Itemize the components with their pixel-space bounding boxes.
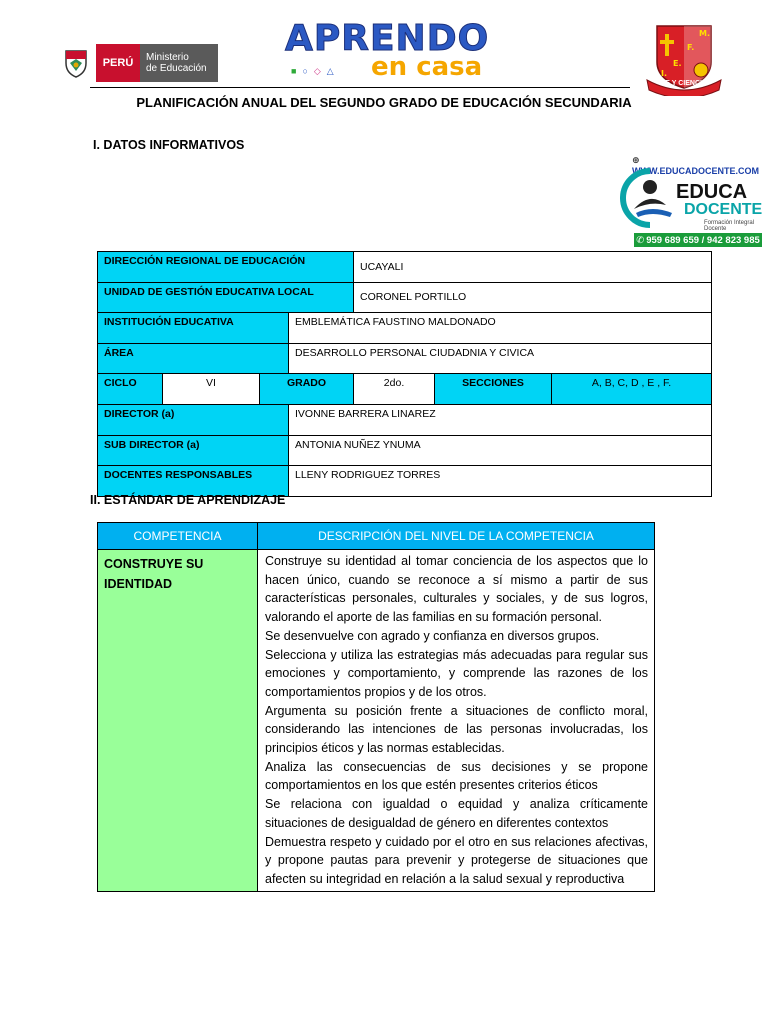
minedu-logo: [56, 44, 218, 82]
dre-value: UCAYALI: [354, 252, 712, 283]
whatsapp-icon: ✆: [636, 234, 645, 246]
table-row: [98, 313, 712, 344]
docente-text: DOCENTE: [684, 201, 763, 218]
descripcion-paragraph: Se relaciona con igualdad o equidad y analiza críticamente situaciones de desigualdad de género en diferentes contextos: [265, 797, 648, 830]
descripcion-paragraph: Selecciona y utiliza las estrategias más adecuadas para regular sus emociones y comportamiento, y comprende las razones de los comportamientos propios y de los otros.: [265, 647, 648, 699]
ugel-label: UNIDAD DE GESTIÓN EDUCATIVA LOCAL: [98, 282, 354, 313]
descripcion-paragraph: Se desenvuelve con agrado y confianza en diversos grupos.: [265, 628, 600, 643]
area-label: ÁREA: [98, 343, 289, 374]
area-value: DESARROLLO PERSONAL CIUDADNIA Y CIVICA: [289, 343, 712, 374]
table-row: [98, 466, 712, 497]
en-casa-text: en casa: [371, 52, 483, 82]
peru-coat-of-arms-icon: [56, 44, 96, 82]
table-row: [98, 404, 712, 435]
educadocente-phone-text: 959 689 659 / 942 823 985: [646, 234, 760, 246]
descripcion-paragraph: Analiza las consecuencias de sus decisiones y se propone comportamientos en los que estén presentes criterios éticos: [265, 759, 648, 793]
svg-text:M.: M.: [699, 29, 710, 38]
ciclo-value: VI: [163, 374, 260, 405]
table-row: [98, 252, 712, 283]
table-row: [98, 550, 655, 892]
descripcion-paragraph: Argumenta su posición frente a situaciones de conflicto moral, considerando las intenciones de las personas involucradas, los principios éticos y las normas establecidas.: [265, 703, 648, 756]
subdirector-value: ANTONIA NUÑEZ YNUMA: [289, 435, 712, 466]
educadocente-phone: [634, 233, 762, 247]
ministerio-line2: de Educación: [146, 63, 207, 74]
table-row: [98, 282, 712, 313]
page-title: PLANIFICACIÓN ANUAL DEL SEGUNDO GRADO DE EDUCACIÓN SECUNDARIA: [136, 95, 632, 110]
descripcion-cell: [258, 550, 655, 892]
ugel-value: CORONEL PORTILLO: [354, 282, 712, 313]
docentes-label: DOCENTES RESPONSABLES: [98, 466, 289, 497]
svg-text:I.: I.: [661, 69, 668, 78]
aprendo-text: APRENDO: [285, 18, 490, 59]
grado-value: 2do.: [354, 374, 435, 405]
datos-informativos-table: [97, 251, 712, 497]
descripcion-paragraph: Construye su identidad al tomar conciencia de los aspectos que lo hacen único, cuando se reconoce a sí mismo a partir de sus características personales, culturales y sociales, y de sus logros, valorando el aporte de las familias en su formación personal.: [265, 554, 648, 625]
table-row: [98, 374, 712, 405]
secciones-label: SECCIONES: [435, 374, 552, 405]
competencia-cell: CONSTRUYE SU IDENTIDAD: [98, 550, 258, 892]
svg-text:E.: E.: [673, 59, 682, 68]
school-emblem-logo: [643, 22, 725, 96]
educadocente-logo: [620, 167, 763, 232]
director-label: DIRECTOR (a): [98, 404, 289, 435]
secciones-value: A, B, C, D , E , F.: [552, 374, 712, 405]
educa-tagline: Formación Integral Docente: [704, 220, 755, 232]
descripcion-paragraph: Demuestra respeto y cuidado por el otro en sus relaciones afectivas, y propone pautas para prevenir y protegerse de situaciones que afecten su integridad en relación a la salud sexual y reproductiva: [265, 834, 648, 886]
grado-label: GRADO: [260, 374, 354, 405]
header-divider: [90, 87, 630, 88]
competencia-header: COMPETENCIA: [98, 523, 258, 550]
emblem-motto: FE Y CIENCIA: [660, 80, 708, 87]
descripcion-header: DESCRIPCIÓN DEL NIVEL DE LA COMPETENCIA: [258, 523, 655, 550]
educadocente-website-text: WWW.EDUCADOCENTE.COM: [632, 166, 759, 176]
estandar-table: [97, 522, 655, 892]
section-heading-datos: I. DATOS INFORMATIVOS: [93, 138, 245, 152]
shapes-icon: ■○◇△: [291, 66, 340, 76]
ministerio-label: [140, 44, 218, 82]
aprendo-en-casa-logo: [285, 18, 490, 82]
table-row: [98, 435, 712, 466]
table-header-row: [98, 523, 655, 550]
educa-text: EDUCA: [676, 181, 748, 203]
ie-value: EMBLEMÁTICA FAUSTINO MALDONADO: [289, 313, 712, 344]
section-heading-estandar: II. ESTÁNDAR DE APRENDIZAJE: [90, 493, 286, 507]
svg-text:F.: F.: [687, 43, 695, 52]
globe-icon: ⊕: [632, 155, 640, 165]
table-row: [98, 343, 712, 374]
docentes-value: LLENY RODRIGUEZ TORRES: [289, 466, 712, 497]
subdirector-label: SUB DIRECTOR (a): [98, 435, 289, 466]
dre-label: DIRECCIÓN REGIONAL DE EDUCACIÓN: [98, 252, 354, 283]
ministerio-line1: Ministerio: [146, 52, 189, 63]
peru-label: PERÚ: [96, 44, 140, 82]
ie-label: INSTITUCIÓN EDUCATIVA: [98, 313, 289, 344]
director-value: IVONNE BARRERA LINAREZ: [289, 404, 712, 435]
ciclo-label: CICLO: [98, 374, 163, 405]
